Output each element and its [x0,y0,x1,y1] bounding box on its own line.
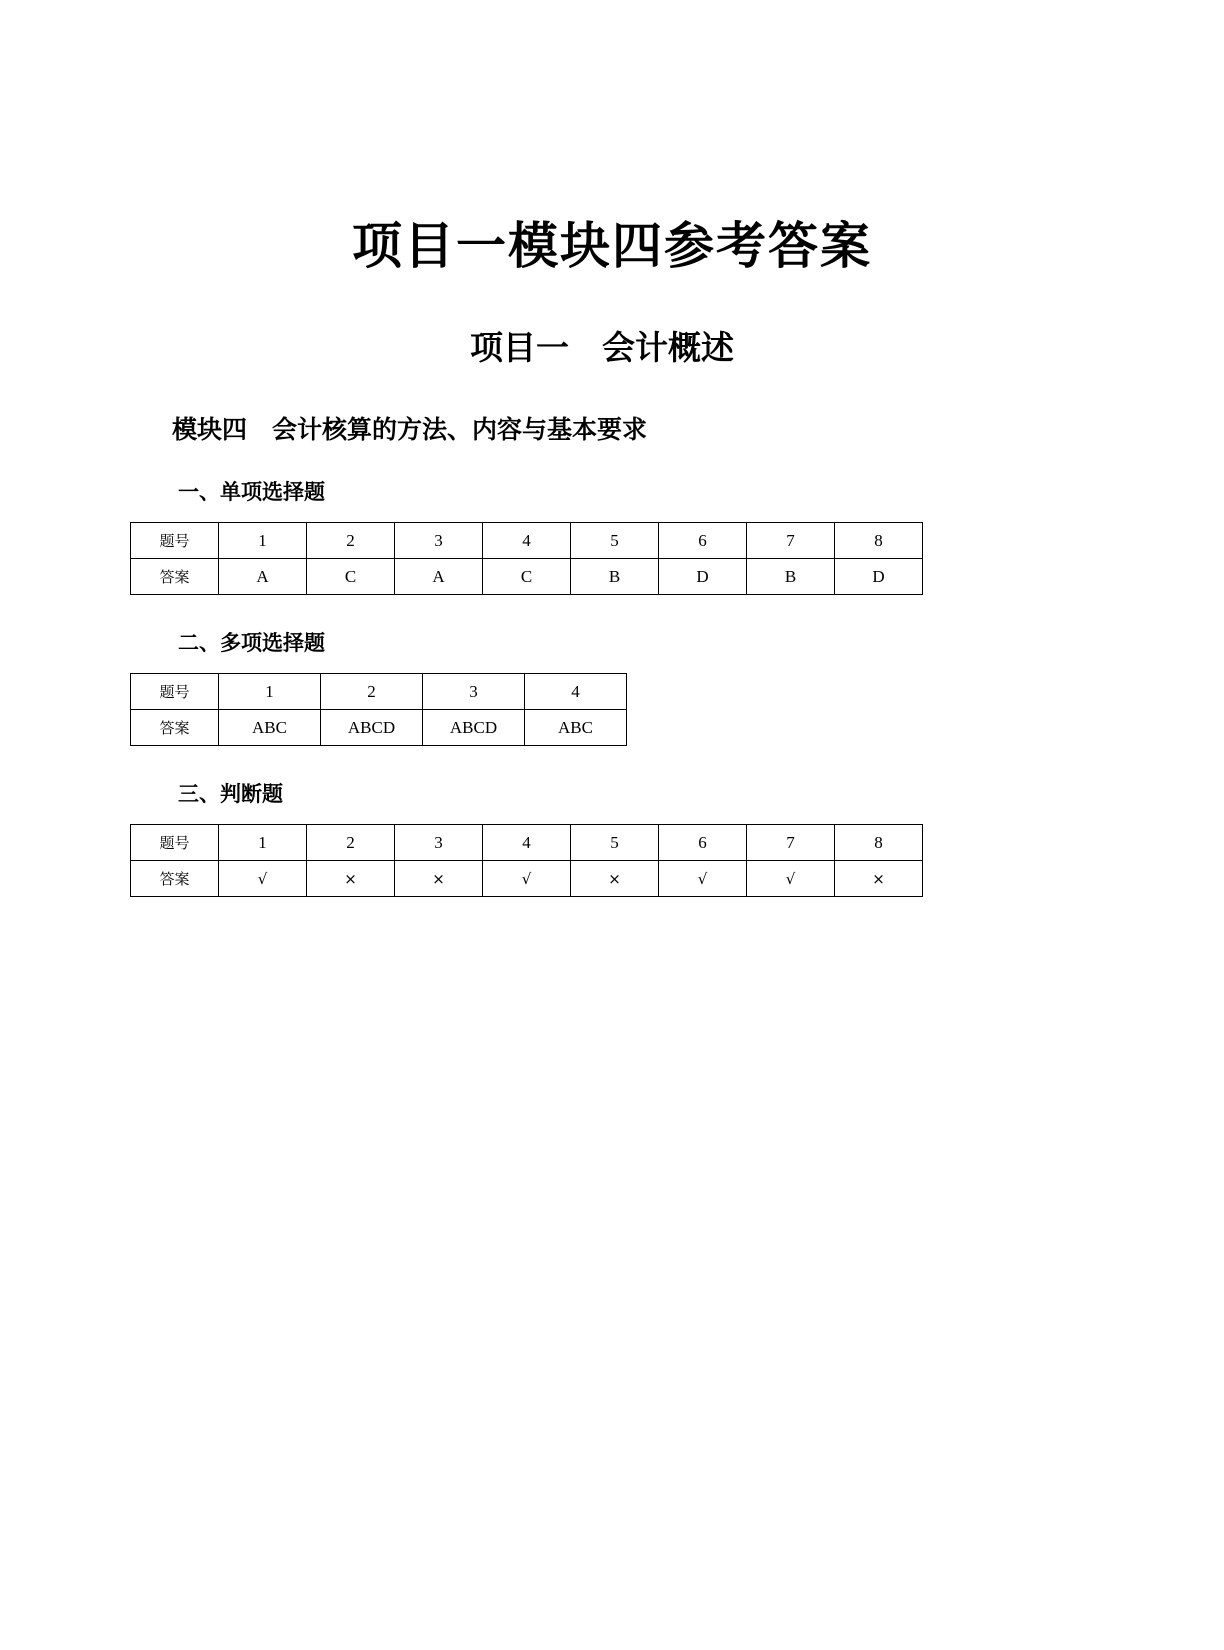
true-false-answer-table [130,824,923,897]
answer-cell: D [835,559,923,595]
check-mark-answer: √ [659,861,747,897]
question-number-cell: 2 [307,825,395,861]
section-heading-true-false: 三、判断题 [178,782,283,806]
question-number-cell: 1 [219,674,321,710]
document-title: 项目一模块四参考答案 [352,216,872,275]
row-label-answer: 答案 [131,861,219,897]
answer-cell: B [571,559,659,595]
cross-mark-answer: × [395,861,483,897]
single-choice-answer-table [130,522,923,595]
question-number-cell: 8 [835,523,923,559]
answer-row [131,861,923,897]
answer-cell: A [395,559,483,595]
row-label-answer: 答案 [131,559,219,595]
question-number-cell: 2 [307,523,395,559]
row-label-number: 题号 [131,825,219,861]
answer-cell: B [747,559,835,595]
row-label-answer: 答案 [131,710,219,746]
question-number-row [131,674,627,710]
section-heading-single-choice: 一、单项选择题 [178,480,325,504]
check-mark-answer: √ [219,861,307,897]
question-number-cell: 6 [659,523,747,559]
section-heading-multiple-choice: 二、多项选择题 [178,631,325,655]
answer-row [131,559,923,595]
row-label-number: 题号 [131,523,219,559]
question-number-cell: 3 [423,674,525,710]
row-label-number: 题号 [131,674,219,710]
question-number-row [131,523,923,559]
cross-mark-answer: × [571,861,659,897]
answer-cell: C [307,559,395,595]
question-number-cell: 4 [483,825,571,861]
question-number-cell: 8 [835,825,923,861]
check-mark-answer: √ [483,861,571,897]
answer-cell: C [483,559,571,595]
answer-cell: D [659,559,747,595]
question-number-cell: 7 [747,523,835,559]
answer-cell: ABC [525,710,627,746]
question-number-cell: 3 [395,523,483,559]
question-number-cell: 4 [525,674,627,710]
check-mark-answer: √ [747,861,835,897]
cross-mark-answer: × [307,861,395,897]
multiple-choice-answer-table [130,673,627,746]
question-number-cell: 6 [659,825,747,861]
question-number-cell: 1 [219,523,307,559]
answer-cell: ABC [219,710,321,746]
answer-cell: ABCD [423,710,525,746]
question-number-row [131,825,923,861]
answer-cell: A [219,559,307,595]
question-number-cell: 7 [747,825,835,861]
module-title: 模块四 会计核算的方法、内容与基本要求 [172,415,648,444]
answer-row [131,710,627,746]
project-title: 项目一 会计概述 [470,328,734,367]
question-number-cell: 3 [395,825,483,861]
question-number-cell: 1 [219,825,307,861]
question-number-cell: 5 [571,523,659,559]
cross-mark-answer: × [835,861,923,897]
question-number-cell: 2 [321,674,423,710]
answer-cell: ABCD [321,710,423,746]
question-number-cell: 4 [483,523,571,559]
question-number-cell: 5 [571,825,659,861]
